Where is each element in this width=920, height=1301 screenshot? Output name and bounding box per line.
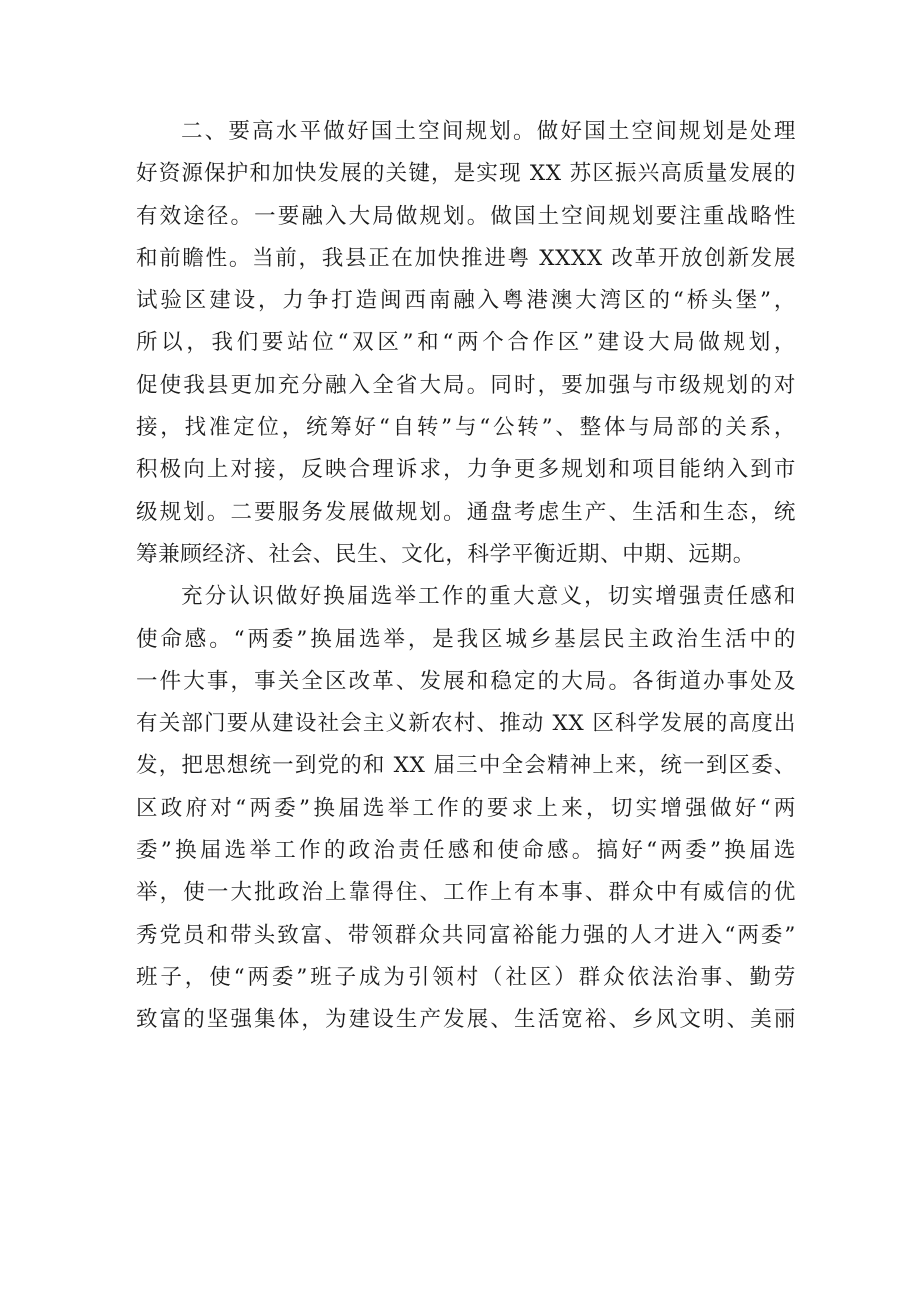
text-line: 区政府对“两委”换届选举工作的要求上来，切实增强做好“两: [136, 795, 796, 821]
text-line: 充分认识做好换届选举工作的重大意义，切实增强责任感和: [181, 584, 796, 610]
text-line: 所以，我们要站位“双区”和“两个合作区”建设大局做规划，: [136, 330, 796, 356]
text-line: 举，使一大批政治上靠得住、工作上有本事、群众中有威信的优: [136, 880, 796, 906]
paragraph-election-significance: [136, 576, 796, 1041]
text-line: 筹兼顾经济、社会、民生、文化，科学平衡近期、中期、远期。: [136, 541, 755, 567]
document-body: [136, 111, 796, 1042]
text-line: 和前瞻性。当前，我县正在加快推进粤 XXXX 改革开放创新发展: [136, 245, 796, 271]
text-line: 试验区建设，力争打造闽西南融入粤港澳大湾区的“桥头堡”，: [136, 288, 796, 314]
text-line: 班子，使“两委”班子成为引领村（社区）群众依法治事、勤劳: [136, 964, 796, 990]
text-line: 促使我县更加充分融入全省大局。同时，要加强与市级规划的对: [136, 372, 796, 398]
text-line: 一件大事，事关全区改革、发展和稳定的大局。各街道办事处及: [136, 668, 796, 694]
text-line: 秀党员和带头致富、带领群众共同富裕能力强的人才进入“两委”: [136, 922, 796, 948]
text-line: 好资源保护和加快发展的关键，是实现 XX 苏区振兴高质量发展的: [136, 161, 796, 187]
text-line: 发，把思想统一到党的和 XX 届三中全会精神上来，统一到区委、: [136, 753, 796, 779]
text-line: 有关部门要从建设社会主义新农村、推动 XX 区科学发展的高度出: [136, 711, 796, 737]
text-line: 接，找准定位，统筹好“自转”与“公转”、整体与局部的关系，: [136, 415, 796, 441]
paragraph-territorial-planning: [136, 111, 796, 576]
text-line: 致富的坚强集体，为建设生产发展、生活宽裕、乡风文明、美丽: [136, 1007, 796, 1033]
text-line: 积极向上对接，反映合理诉求，力争更多规划和项目能纳入到市: [136, 457, 796, 483]
text-line: 级规划。二要服务发展做规划。通盘考虑生产、生活和生态，统: [136, 499, 796, 525]
text-line: 使命感。“两委”换届选举，是我区城乡基层民主政治生活中的: [136, 626, 796, 652]
text-line: 委”换届选举工作的政治责任感和使命感。搞好“两委”换届选: [136, 838, 796, 864]
text-line: 二、要高水平做好国土空间规划。做好国土空间规划是处理: [181, 119, 796, 144]
text-line: 有效途径。一要融入大局做规划。做国土空间规划要注重战略性: [136, 203, 796, 229]
